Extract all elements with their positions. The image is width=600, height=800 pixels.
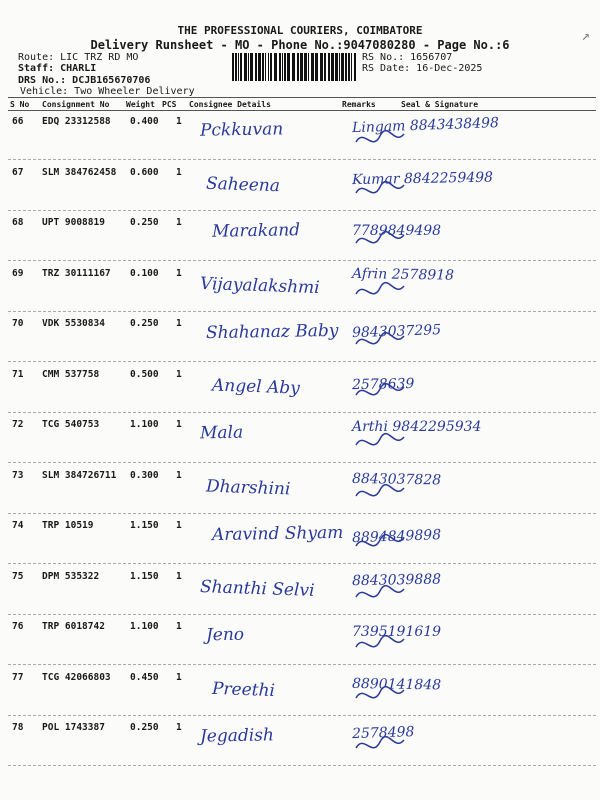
signature-stroke <box>356 737 404 748</box>
signature-stroke <box>356 585 404 596</box>
barcode-bar <box>335 53 338 81</box>
table-header <box>0 100 600 110</box>
row-pcs: 1 <box>176 570 182 582</box>
row-consignment-number: UPT 9008819 <box>42 217 105 228</box>
barcode-bar <box>268 53 269 81</box>
barcode-image <box>232 53 358 81</box>
row-consignment-number: CMM 537758 <box>42 368 100 380</box>
table-row <box>0 161 600 211</box>
row-pcs: 1 <box>176 722 182 733</box>
signature-scribble <box>354 680 414 710</box>
row-pcs: 1 <box>176 469 182 481</box>
row-sno: 66 <box>12 116 24 127</box>
barcode-bar <box>279 53 281 81</box>
col-sno: S No <box>10 100 30 109</box>
row-consignment-number: TRP 10519 <box>42 520 94 531</box>
row-weight: 0.400 <box>130 116 159 127</box>
col-seal: Seal & Signature <box>401 100 479 109</box>
row-weight: 0.250 <box>130 318 159 329</box>
consignee-name-handwritten: Shahanaz Baby <box>205 320 339 344</box>
row-consignment-number: TCG 42066803 <box>42 671 111 683</box>
barcode-bar <box>300 53 303 81</box>
row-sno: 78 <box>12 722 24 733</box>
signature-handwritten: 7789849498 <box>352 223 442 239</box>
barcode-bar <box>250 53 253 81</box>
row-pcs: 1 <box>176 166 182 178</box>
signature-stroke <box>356 282 404 293</box>
rs-date: RS Date: 16-Dec-2025 <box>362 63 483 74</box>
row-weight: 0.250 <box>130 722 159 733</box>
col-pcs: PCS <box>162 100 177 109</box>
row-consignment-number: VDK 5530834 <box>42 318 105 329</box>
consignee-name-handwritten: Aravind Shyam <box>211 522 344 546</box>
barcode-bar <box>304 53 307 81</box>
barcode-bar <box>258 53 261 81</box>
barcode-bar <box>331 53 334 81</box>
table-row <box>0 514 600 564</box>
signature-handwritten: Arthi 9842295934 <box>352 419 482 435</box>
barcode-bar <box>354 53 356 81</box>
barcode-bar <box>292 53 295 81</box>
row-weight: 0.300 <box>130 469 159 481</box>
col-consignee: Consignee Details <box>189 100 271 109</box>
barcode-bar <box>339 53 340 81</box>
consignee-name-handwritten: Vijayalakshmi <box>199 273 320 298</box>
signature-stroke <box>356 181 404 192</box>
row-pcs: 1 <box>176 267 182 279</box>
signature-handwritten: Kumar 8842259498 <box>351 169 494 188</box>
barcode-bar <box>341 53 344 81</box>
barcode-bar <box>255 53 257 81</box>
consignee-name-handwritten: Jeno <box>205 624 245 646</box>
row-consignment-number: TRZ 30111167 <box>42 267 111 279</box>
barcode-bar <box>235 53 237 81</box>
col-remarks: Remarks <box>342 100 376 109</box>
table-row <box>0 312 600 362</box>
row-pcs: 1 <box>176 368 182 380</box>
signature-handwritten: 8890141848 <box>351 675 442 693</box>
signature-handwritten: 8894849898 <box>351 527 442 547</box>
row-weight: 1.100 <box>130 621 159 632</box>
signature-handwritten: 8843037828 <box>351 470 442 488</box>
consignee-name-handwritten: Dharshini <box>205 476 291 499</box>
table-row <box>0 110 600 160</box>
table-row <box>0 666 600 716</box>
barcode-bar <box>324 53 326 81</box>
signature-scribble <box>354 427 414 457</box>
signature-scribble <box>354 478 414 508</box>
table-row <box>0 211 600 261</box>
signature-scribble <box>354 276 414 306</box>
signature-scribble <box>354 175 414 205</box>
barcode-bar <box>265 53 266 81</box>
row-weight: 0.500 <box>130 368 159 380</box>
barcode-bar <box>232 53 234 81</box>
row-weight: 1.150 <box>130 570 159 582</box>
barcode-bar <box>351 53 352 81</box>
signature-handwritten: Afrin 2578918 <box>351 265 455 284</box>
row-consignment-number: TCG 540753 <box>42 419 100 430</box>
row-weight: 0.100 <box>130 267 159 279</box>
consignee-name-handwritten: Shanthi Selvi <box>199 576 315 601</box>
barcode-bar <box>282 53 283 81</box>
company-title: THE PROFESSIONAL COURIERS, COIMBATORE <box>177 24 423 37</box>
row-consignment-number: SLM 384726711 <box>42 469 117 481</box>
row-weight: 1.100 <box>130 419 159 430</box>
row-sno: 75 <box>12 570 24 582</box>
consignee-name-handwritten: Saheena <box>205 173 281 196</box>
barcode-bar <box>262 53 264 81</box>
row-weight: 1.150 <box>130 520 159 531</box>
col-weight: Weight <box>126 100 155 109</box>
row-sno: 77 <box>12 671 24 683</box>
row-divider <box>8 765 596 766</box>
barcode-bar <box>320 53 323 81</box>
barcode-bar <box>238 53 239 81</box>
signature-scribble <box>354 124 414 154</box>
signature-stroke <box>356 131 404 142</box>
row-sno: 67 <box>12 166 24 178</box>
header-top-rule <box>8 97 596 98</box>
row-pcs: 1 <box>176 318 182 329</box>
consignee-name-handwritten: Jegadish <box>199 725 275 747</box>
table-row <box>0 615 600 665</box>
table-row <box>0 262 600 312</box>
row-consignment-number: TRP 6018742 <box>42 621 105 632</box>
consignee-name-handwritten: Marakand <box>211 220 301 242</box>
row-weight: 0.250 <box>130 217 159 228</box>
table-row <box>0 363 600 413</box>
row-sno: 76 <box>12 621 24 632</box>
signature-handwritten: 8843039888 <box>351 571 442 589</box>
consignee-name-handwritten: Preethi <box>211 678 276 701</box>
row-consignment-number: EDQ 23312588 <box>42 116 111 127</box>
signature-stroke <box>356 333 404 344</box>
signature-stroke <box>356 434 404 445</box>
consignee-name-handwritten: Pckkuvan <box>199 119 284 141</box>
barcode-bar <box>287 53 290 81</box>
table-row <box>0 565 600 615</box>
barcode-bar <box>240 53 242 81</box>
signature-stroke <box>356 232 404 243</box>
row-sno: 70 <box>12 318 24 329</box>
staff-label: Staff: CHARLI <box>18 63 97 74</box>
row-pcs: 1 <box>176 116 182 127</box>
table-row <box>0 413 600 463</box>
col-consignment: Consignment No <box>42 100 110 109</box>
signature-handwritten: Lingam 8843438498 <box>351 115 500 137</box>
table-row <box>0 716 600 766</box>
signature-handwritten: 2578639 <box>351 375 415 393</box>
signature-scribble <box>354 225 414 255</box>
drs-label: DRS No.: DCJB165670706 <box>18 75 151 86</box>
row-pcs: 1 <box>176 671 182 683</box>
signature-scribble <box>354 730 414 760</box>
vehicle-label: Vehicle: Two Wheeler Delivery <box>20 86 195 97</box>
rs-number: RS No.: 1656707 <box>362 52 453 63</box>
consignee-name-handwritten: Mala <box>199 422 244 444</box>
runsheet-subtitle: Delivery Runsheet - MO - Phone No.:9047080280 - Page No.:6 <box>90 38 510 52</box>
row-sno: 71 <box>12 368 24 380</box>
signature-stroke <box>356 484 404 495</box>
row-consignment-number: DPM 535322 <box>42 570 100 582</box>
signature-stroke <box>356 636 404 647</box>
barcode-bar <box>284 53 286 81</box>
corner-mark: ↗ <box>581 28 590 44</box>
row-sno: 69 <box>12 267 24 279</box>
route-label: Route: LIC TRZ RD MO <box>18 52 139 63</box>
row-consignment-number: POL 1743387 <box>42 722 105 733</box>
row-pcs: 1 <box>176 621 182 632</box>
signature-scribble <box>354 528 414 558</box>
barcode-bar <box>308 53 309 81</box>
row-weight: 0.600 <box>130 166 159 178</box>
row-sno: 68 <box>12 217 24 228</box>
barcode-bar <box>315 53 318 81</box>
signature-scribble <box>354 326 414 356</box>
barcode-bar <box>345 53 347 81</box>
table-row <box>0 464 600 514</box>
barcode-bar <box>297 53 299 81</box>
signature-handwritten: 9843037295 <box>351 322 442 342</box>
row-sno: 74 <box>12 520 24 531</box>
barcode-bar <box>328 53 330 81</box>
signature-handwritten: 7395191619 <box>352 624 442 640</box>
signature-stroke <box>356 383 404 394</box>
row-pcs: 1 <box>176 217 182 228</box>
barcode-bar <box>270 53 272 81</box>
row-pcs: 1 <box>176 520 182 531</box>
signature-stroke <box>356 686 404 697</box>
signature-scribble <box>354 377 414 407</box>
row-sno: 72 <box>12 419 24 430</box>
consignee-name-handwritten: Angel Aby <box>211 374 301 399</box>
row-weight: 0.450 <box>130 671 159 683</box>
barcode-bar <box>244 53 247 81</box>
signature-scribble <box>354 579 414 609</box>
barcode-bar <box>248 53 249 81</box>
barcode-bar <box>311 53 314 81</box>
signature-stroke <box>356 535 404 546</box>
row-sno: 73 <box>12 469 24 481</box>
signature-scribble <box>354 629 414 659</box>
barcode-bar <box>274 53 277 81</box>
barcode-bar <box>348 53 350 81</box>
row-pcs: 1 <box>176 419 182 430</box>
row-consignment-number: SLM 384762458 <box>42 166 117 178</box>
signature-handwritten: 2578498 <box>351 724 415 743</box>
